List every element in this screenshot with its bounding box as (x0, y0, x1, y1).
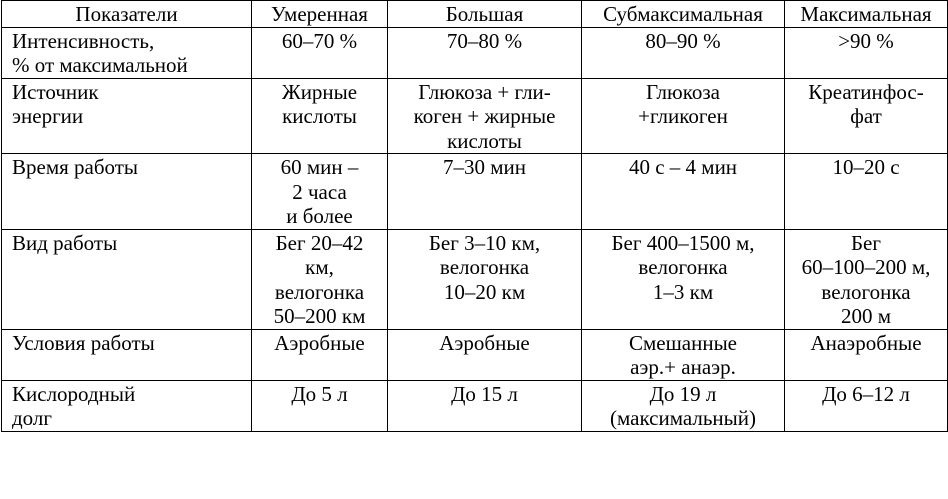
row-label-line: долг (12, 406, 53, 430)
cell-line: (максимальный) (610, 406, 756, 430)
cell-line: До 19 л (649, 381, 717, 406)
cell-line: Глюкоза (646, 79, 720, 104)
cell-line: Анаэробные (810, 330, 922, 355)
cell-line: Смешанные (628, 330, 737, 355)
row-label (2, 329, 252, 380)
row-work-conditions (2, 329, 948, 380)
cell-line: Креатинфос- (808, 79, 924, 104)
cell-moderate (252, 78, 388, 154)
cell-maximal (785, 27, 948, 78)
header-maximal: Максимальная (785, 1, 948, 28)
row-label-line: Время работы (12, 155, 139, 179)
cell-line: До 15 л (451, 381, 518, 406)
cell-high (388, 154, 582, 230)
row-label-line: энергии (12, 104, 84, 128)
cell-line: 60 мин – (280, 155, 359, 179)
cell-submaximal (582, 78, 785, 154)
cell-maximal (785, 380, 948, 431)
cell-moderate (252, 27, 388, 78)
cell-high (388, 329, 582, 380)
cell-moderate (252, 329, 388, 380)
cell-line: 60–70 % (281, 28, 358, 53)
cell-line: 70–80 % (446, 28, 523, 53)
cell-maximal (785, 329, 948, 380)
cell-line: 50–200 км (273, 304, 366, 328)
header-indicators: Показатели (2, 1, 252, 28)
cell-line: велогонка (638, 255, 728, 279)
cell-line: 10–20 км (443, 279, 526, 304)
cell-line: км, (305, 255, 334, 279)
row-intensity (2, 27, 948, 78)
row-label (2, 78, 252, 154)
row-energy-source (2, 78, 948, 154)
cell-line: +гликоген (638, 104, 728, 128)
cell-moderate (252, 154, 388, 230)
cell-line: велогонка (274, 279, 365, 304)
cell-line: 2 часа (292, 179, 347, 204)
cell-line: Бег (851, 230, 881, 255)
cell-line: 200 м (840, 304, 892, 328)
cell-line: 80–90 % (645, 28, 721, 53)
row-work-time (2, 154, 948, 230)
row-label-line: Интенсивность, (12, 28, 155, 53)
cell-line: и более (286, 204, 353, 228)
cell-moderate (252, 229, 388, 329)
header-high: Большая (388, 1, 582, 28)
cell-high (388, 78, 582, 154)
intensity-zones-table (1, 0, 948, 432)
row-label-line: % от максимальной (12, 53, 188, 77)
cell-maximal (785, 154, 948, 230)
cell-moderate (252, 380, 388, 431)
row-label-line: Вид работы (12, 230, 118, 255)
cell-line: Бег 3–10 км, (428, 230, 541, 255)
cell-line: До 6–12 л (822, 381, 910, 406)
cell-line: >90 % (838, 28, 894, 53)
row-label (2, 380, 252, 431)
cell-submaximal (582, 229, 785, 329)
cell-line: велогонка (439, 255, 530, 279)
cell-line: 7–30 мин (442, 155, 526, 179)
cell-line: 60–100–200 м, (801, 255, 931, 279)
cell-line: Аэробные (439, 330, 530, 355)
cell-line: аэр.+ анаэр. (630, 355, 736, 379)
row-label (2, 154, 252, 230)
cell-line: велогонка (821, 279, 911, 304)
cell-high (388, 27, 582, 78)
cell-line: 1–3 км (652, 279, 714, 304)
row-label-line: Источник (12, 79, 99, 104)
cell-line: коген + жирные (413, 104, 556, 128)
header-submaximal: Субмаксимальная (582, 1, 785, 28)
cell-high (388, 229, 582, 329)
cell-maximal (785, 78, 948, 154)
cell-line: фат (850, 104, 882, 128)
cell-line: Аэробные (274, 330, 365, 355)
header-row (2, 1, 948, 28)
row-work-type (2, 229, 948, 329)
cell-line: До 5 л (291, 381, 348, 406)
row-label (2, 229, 252, 329)
cell-line: кислоты (282, 104, 357, 128)
row-oxygen-debt (2, 380, 948, 431)
cell-submaximal (582, 380, 785, 431)
cell-submaximal (582, 154, 785, 230)
cell-line: 40 с – 4 мин (628, 155, 738, 179)
row-label-line: Кислородный (12, 381, 136, 406)
cell-line: 10–20 с (832, 155, 900, 179)
row-label (2, 27, 252, 78)
cell-line: Бег 400–1500 м, (611, 230, 755, 255)
cell-submaximal (582, 329, 785, 380)
cell-maximal (785, 229, 948, 329)
cell-line: кислоты (447, 128, 522, 153)
cell-submaximal (582, 27, 785, 78)
cell-line: Жирные (281, 79, 358, 104)
header-moderate: Умеренная (252, 1, 388, 28)
cell-high (388, 380, 582, 431)
cell-line: Бег 20–42 (275, 230, 364, 255)
cell-line: Глюкоза + гли- (418, 79, 551, 104)
row-label-line: Условия работы (12, 330, 155, 355)
